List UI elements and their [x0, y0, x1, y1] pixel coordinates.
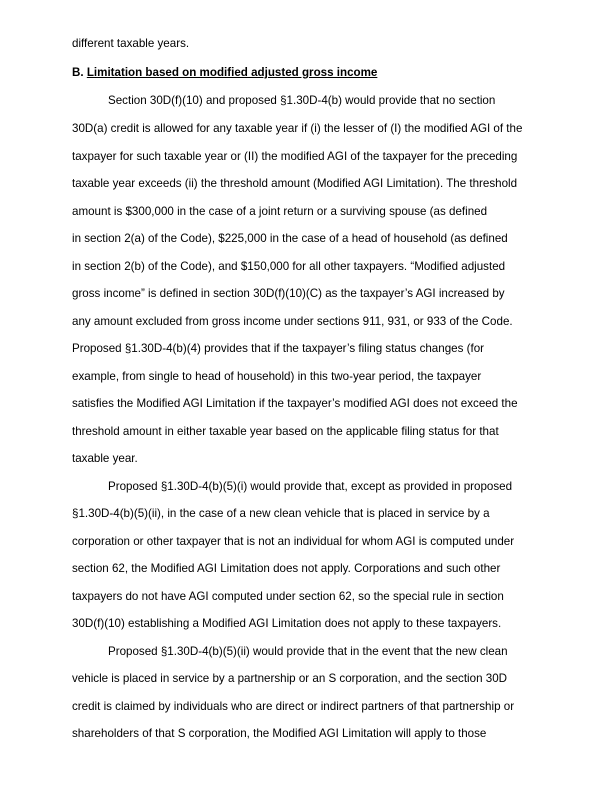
text-line: taxpayers do not have AGI computed under section 62, so the special rule in section	[72, 590, 504, 603]
text-line: vehicle is placed in service by a partnership or an S corporation, and the section 30D	[72, 672, 508, 685]
text-line: different taxable years.	[72, 37, 190, 50]
text-line: taxable year exceeds (ii) the threshold amount (Modified AGI Limitation). The threshold	[72, 177, 518, 190]
text-line: Proposed §1.30D-4(b)(5)(i) would provide that, except as provided in proposed	[108, 480, 513, 493]
text-line: Section 30D(f)(10) and proposed §1.30D-4(b) would provide that no section	[108, 94, 496, 107]
text-line: in section 2(b) of the Code), and $150,000 for all other taxpayers. “Modified adjusted	[72, 260, 506, 273]
text-line: Proposed §1.30D-4(b)(5)(ii) would provide that in the event that the new clean	[108, 645, 508, 658]
text-line: in section 2(a) of the Code), $225,000 in the case of a head of household (as defined	[72, 232, 508, 245]
text-line: 30D(a) credit is allowed for any taxable year if (i) the lesser of (I) the modified AGI of the	[72, 122, 523, 135]
text-line: gross income” is defined in section 30D(f)(10)(C) as the taxpayer’s AGI increased by	[72, 287, 505, 300]
text-line: any amount excluded from gross income under sections 911, 931, or 933 of the Code.	[72, 315, 513, 328]
text-line: example, from single to head of household) in this two-year period, the taxpayer	[72, 370, 482, 383]
section-heading	[72, 66, 377, 80]
text-line: satisfies the Modified AGI Limitation if the taxpayer’s modified AGI does not exceed the	[72, 397, 518, 410]
heading-letter: B.	[72, 66, 84, 79]
text-line: taxable year.	[72, 452, 138, 465]
text-line: taxpayer for such taxable year or (II) the modified AGI of the taxpayer for the preceding	[72, 150, 518, 163]
text-line: threshold amount in either taxable year based on the applicable filing status for that	[72, 425, 499, 438]
text-line: shareholders of that S corporation, the Modified AGI Limitation will apply to those	[72, 727, 487, 740]
text-line: section 62, the Modified AGI Limitation does not apply. Corporations and such other	[72, 562, 501, 575]
text-line: credit is claimed by individuals who are direct or indirect partners of that partnership or	[72, 700, 515, 713]
heading-title: Limitation based on modified adjusted gross income	[86, 66, 378, 79]
text-line: §1.30D-4(b)(5)(ii), in the case of a new clean vehicle that is placed in service by a	[72, 507, 490, 520]
text-line: corporation or other taxpayer that is not an individual for whom AGI is computed under	[72, 535, 515, 548]
text-line: amount is $300,000 in the case of a joint return or a surviving spouse (as defined	[72, 205, 488, 218]
text-line: 30D(f)(10) establishing a Modified AGI Limitation does not apply to these taxpayers.	[72, 617, 502, 630]
text-line: Proposed §1.30D-4(b)(4) provides that if the taxpayer’s filing status changes (for	[72, 342, 485, 355]
